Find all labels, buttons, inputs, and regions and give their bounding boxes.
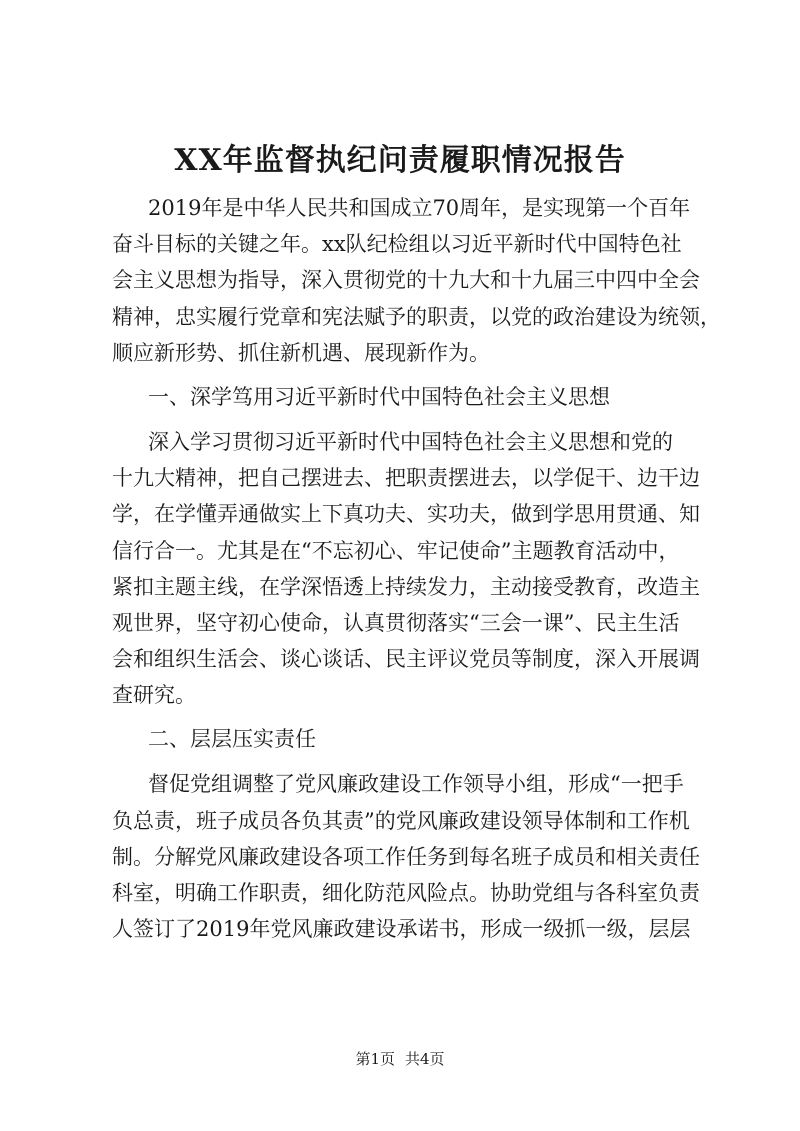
page-title: XX年监督执纪问责履职情况报告	[174, 143, 626, 178]
text-line: 顺应新形势、抓住新机遇、展现新作为。	[112, 340, 490, 365]
text-line: 人签订了2019年党风廉政建设承诺书，形成一级抓一级，层层	[112, 917, 691, 942]
text-line: 制。分解党风廉政建设各项工作任务到每名班子成员和相关责任	[112, 844, 700, 869]
text-line: 深入学习贯彻习近平新时代中国特色社会主义思想和党的	[148, 429, 673, 454]
text-line: 精神，忠实履行党章和宪法赋予的职责，以党的政治建设为统领，	[112, 304, 721, 329]
text-line: 学，在学懂弄通做实上下真功夫、实功夫，做到学思用贯通、知	[112, 502, 700, 527]
page-footer	[0, 1049, 800, 1069]
document-body	[112, 190, 721, 947]
text-line: 负总责，班子成员各负其责”的党风廉政建设领导体制和工作机	[112, 808, 690, 833]
page-number: 第1页	[355, 1050, 395, 1068]
section-heading-2: 二、层层压实责任	[148, 727, 316, 752]
text-line: 会主义思想为指导，深入贯彻党的十九大和十九届三中四中全会	[112, 268, 700, 293]
text-line: 2019年是中华人民共和国成立70周年，是实现第一个百年	[148, 196, 691, 220]
text-line: 督促党组调整了党风廉政建设工作领导小组，形成“一把手	[148, 772, 684, 797]
text-line: 科室，明确工作职责，细化防范风险点。协助党组与各科室负责	[112, 881, 700, 905]
text-line: 观世界，坚守初心使命，认真贯彻落实“三会一课”、民主生活	[112, 610, 680, 635]
paragraph-responsibility	[112, 766, 700, 947]
paragraph-study	[112, 424, 700, 714]
page-total: 共4页	[405, 1050, 445, 1068]
text-line: 奋斗目标的关键之年。xx队纪检组以习近平新时代中国特色社	[112, 232, 682, 257]
text-line: 十九大精神，把自己摆进去、把职责摆进去，以学促干、边干边	[112, 466, 700, 491]
text-line: 会和组织生活会、谈心谈话、民主评议党员等制度，深入开展调	[112, 647, 700, 672]
text-line: 查研究。	[112, 683, 196, 708]
text-line: 紧扣主题主线，在学深悟透上持续发力，主动接受教育，改造主	[112, 574, 700, 599]
text-line: 信行合一。尤其是在“不忘初心、牢记使命”主题教育活动中，	[112, 538, 680, 563]
section-heading-1: 一、深学笃用习近平新时代中国特色社会主义思想	[148, 384, 610, 409]
paragraph-intro	[112, 190, 721, 371]
